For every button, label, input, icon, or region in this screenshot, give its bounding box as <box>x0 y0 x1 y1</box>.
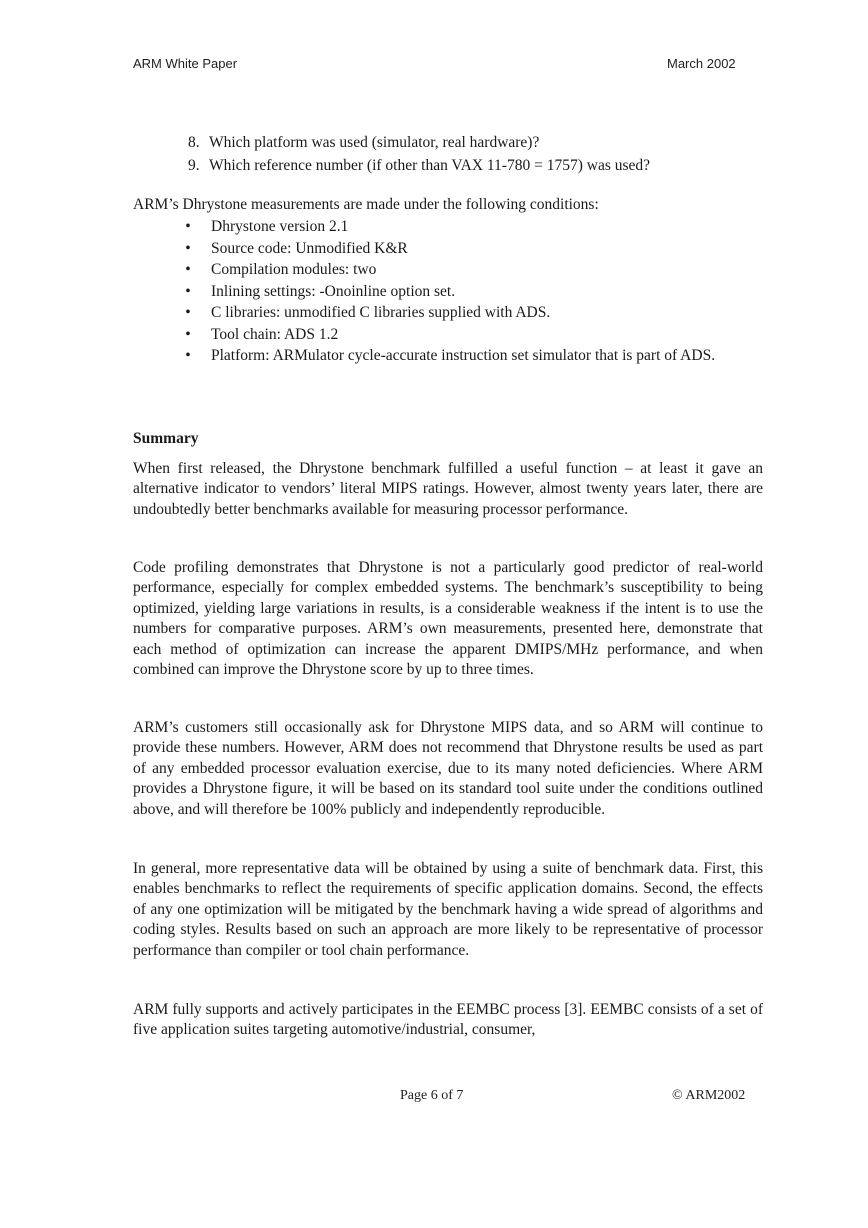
page-number: Page 6 of 7 <box>400 1088 464 1103</box>
summary-heading: Summary <box>133 430 199 447</box>
bullet-icon: • <box>185 261 191 278</box>
numbered-list <box>188 131 650 177</box>
conditions-list <box>183 216 763 367</box>
condition-item <box>183 238 763 260</box>
condition-item <box>183 259 763 281</box>
condition-item <box>183 345 763 367</box>
bullet-icon: • <box>185 304 191 321</box>
item-number: 8. <box>188 134 200 151</box>
bullet-icon: • <box>185 325 191 343</box>
condition-item <box>183 302 763 324</box>
bullet-icon: • <box>185 282 191 300</box>
condition-text: Platform: ARMulator cycle-accurate instruction set simulator that is part of ADS. <box>211 347 716 364</box>
bullet-icon: • <box>185 218 191 235</box>
copyright-notice: © ARM2002 <box>672 1088 746 1103</box>
condition-text: Compilation modules: two <box>211 261 377 278</box>
numbered-item <box>188 154 650 177</box>
item-text: Which platform was used (simulator, real hardware)? <box>209 134 540 151</box>
paragraph: In general, more representative data will be obtained by using a suite of benchmark data. First, this enables benchmarks to reflect the requirements of specific application domains. Second, the effects of any one optimization will be mitigated by the benchmark having a wide spread of algorithms and coding styles. Results based on such an approach are more likely to be representative of processor performance than compiler or tool chain performance. <box>133 860 763 959</box>
condition-text: Tool chain: ADS 1.2 <box>211 325 339 343</box>
bullet-icon: • <box>185 239 191 257</box>
header-title: ARM White Paper <box>133 56 238 71</box>
condition-text: C libraries: unmodified C libraries supplied with ADS. <box>211 304 551 321</box>
condition-text: Source code: Unmodified K&R <box>211 239 408 257</box>
paragraph: ARM’s customers still occasionally ask for Dhrystone MIPS data, and so ARM will continue to provide these numbers. However, ARM does not recommend that Dhrystone results be used as part of any embedded processor evaluation exercise, due to its many noted deficiencies. Where ARM provides a Dhrystone figure, it will be based on its standard tool suite under the conditions outlined above, and will therefore be 100% publicly and independently reproducible. <box>133 719 763 818</box>
condition-item <box>183 281 763 303</box>
paragraph: ARM fully supports and actively participates in the EEMBC process [3]. EEMBC consists of a set of five application suites targeting automotive/industrial, consumer, <box>133 1001 763 1039</box>
numbered-item <box>188 131 650 154</box>
item-number: 9. <box>188 157 200 174</box>
condition-item <box>183 216 763 238</box>
paragraph: When first released, the Dhrystone benchmark fulfilled a useful function – at least it gave an alternative indicator to vendors’ literal MIPS ratings. However, almost twenty years later, there are undoubtedly better benchmarks available for measuring processor performance. <box>133 460 763 518</box>
conditions-intro: ARM’s Dhrystone measurements are made under the following conditions: <box>133 196 599 213</box>
paragraph: Code profiling demonstrates that Dhrystone is not a particularly good predictor of real-world performance, especially for complex embedded systems. The benchmark’s susceptibility to being optimized, yielding large variations in results, is a considerable weakness if the intent is to use the numbers for comparative purposes. ARM’s own measurements, presented here, demonstrate that each method of optimization can increase the apparent DMIPS/MHz performance, and when combined can improve the Dhrystone score by up to three times. <box>133 559 763 679</box>
condition-item <box>183 324 763 346</box>
condition-text: Inlining settings: -Onoinline option set. <box>211 282 456 300</box>
item-text: Which reference number (if other than VAX 11-780 = 1757) was used? <box>209 157 651 174</box>
condition-text: Dhrystone version 2.1 <box>211 218 349 235</box>
header-date: March 2002 <box>667 56 736 71</box>
bullet-icon: • <box>185 347 191 364</box>
